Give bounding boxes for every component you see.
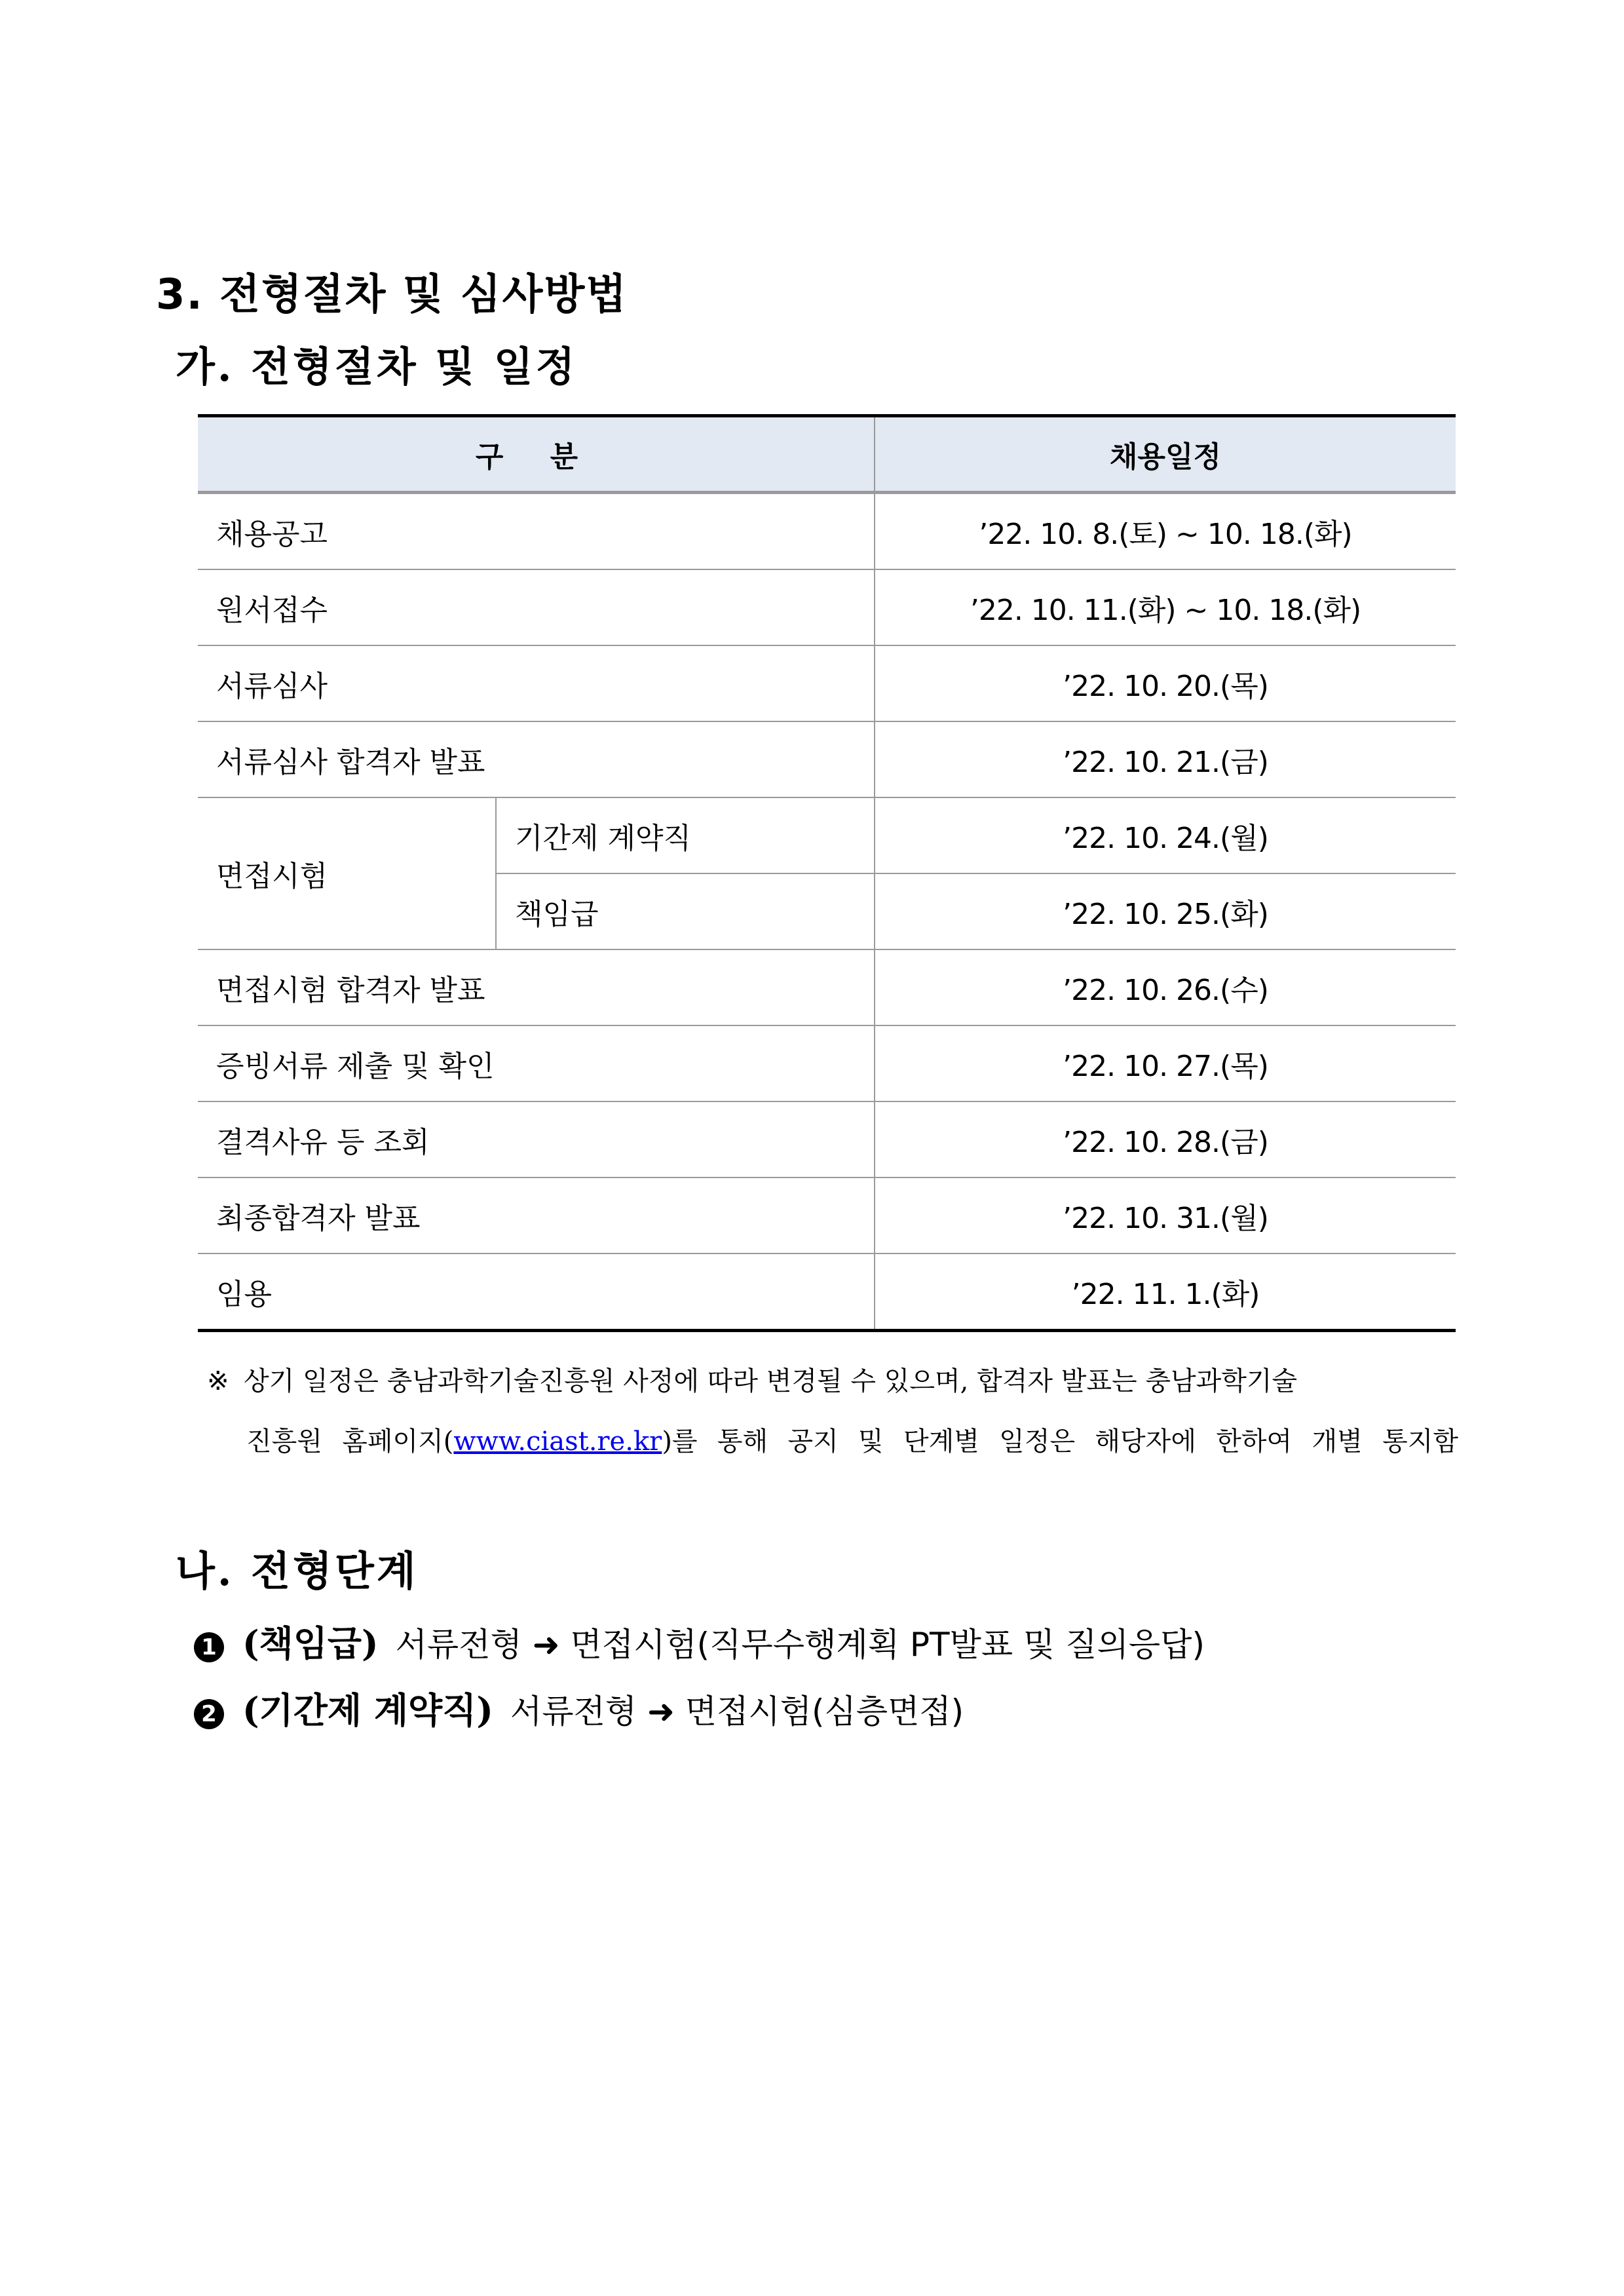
table-row bbox=[198, 1253, 1456, 1331]
row-date: ’22. 10. 20.(목) bbox=[875, 645, 1456, 721]
subsection-title-stages: 나. 전형단계 bbox=[176, 1547, 419, 1595]
number-bullet-icon: 1 bbox=[194, 1632, 224, 1662]
table-row bbox=[198, 1177, 1456, 1253]
row-label: 증빙서류 제출 및 확인 bbox=[198, 1025, 875, 1101]
stage-steps: 서류전형 ➜ 면접시험(직무수행계획 PT발표 및 질의응답) bbox=[395, 1626, 1205, 1664]
header-category: 구 분 bbox=[198, 416, 875, 493]
note-text-pre: 진흥원 홈페이지( bbox=[246, 1426, 454, 1457]
table-row bbox=[198, 493, 1456, 570]
row-date: ’22. 10. 21.(금) bbox=[875, 721, 1456, 797]
table-row bbox=[198, 1025, 1456, 1101]
table-row bbox=[198, 721, 1456, 797]
note-line-1: 상기 일정은 충남과학기술진흥원 사정에 따라 변경될 수 있으며, 합격자 발표는 충남과학기술 bbox=[244, 1366, 1298, 1396]
reference-mark: ※ bbox=[207, 1366, 229, 1396]
number-bullet-icon: 2 bbox=[194, 1699, 224, 1729]
row-date: ’22. 10. 26.(수) bbox=[875, 949, 1456, 1025]
interview-sub-label: 책임급 bbox=[496, 873, 875, 949]
stage-grade: (기간제 계약직) bbox=[242, 1689, 493, 1731]
stage-item bbox=[194, 1616, 1205, 1666]
table-row bbox=[198, 645, 1456, 721]
stage-grade: (책임급) bbox=[242, 1622, 379, 1664]
table-row bbox=[198, 797, 1456, 873]
row-label: 채용공고 bbox=[198, 493, 875, 570]
row-label: 원서접수 bbox=[198, 569, 875, 645]
row-date: ’22. 10. 31.(월) bbox=[875, 1177, 1456, 1253]
row-label: 서류심사 합격자 발표 bbox=[198, 721, 875, 797]
stage-steps: 서류전형 ➜ 면접시험(심층면접) bbox=[510, 1693, 964, 1731]
header-schedule: 채용일정 bbox=[875, 416, 1456, 493]
row-label: 면접시험 합격자 발표 bbox=[198, 949, 875, 1025]
row-label: 결격사유 등 조회 bbox=[198, 1101, 875, 1177]
row-label: 최종합격자 발표 bbox=[198, 1177, 875, 1253]
note-text-post: )를 통해 공지 및 단계별 일정은 해당자에 한하여 개별 통지함 bbox=[662, 1426, 1458, 1457]
table-row bbox=[198, 1101, 1456, 1177]
subsection-title-schedule: 가. 전형절차 및 일정 bbox=[176, 343, 578, 391]
row-label: 서류심사 bbox=[198, 645, 875, 721]
table-header-row bbox=[198, 416, 1456, 493]
row-label: 임용 bbox=[198, 1253, 875, 1331]
schedule-note bbox=[207, 1351, 1458, 1472]
row-date: ’22. 10. 25.(화) bbox=[875, 873, 1456, 949]
interview-sub-label: 기간제 계약직 bbox=[496, 797, 875, 873]
homepage-link[interactable]: www.ciast.re.kr bbox=[453, 1426, 662, 1457]
stage-item bbox=[194, 1683, 964, 1733]
row-date: ’22. 10. 8.(토) ~ 10. 18.(화) bbox=[875, 493, 1456, 570]
row-date: ’22. 11. 1.(화) bbox=[875, 1253, 1456, 1331]
table-row bbox=[198, 569, 1456, 645]
interview-label: 면접시험 bbox=[198, 797, 496, 949]
schedule-table bbox=[198, 414, 1456, 1332]
section-title: 3. 전형절차 및 심사방법 bbox=[156, 271, 628, 319]
row-date: ’22. 10. 24.(월) bbox=[875, 797, 1456, 873]
row-date: ’22. 10. 27.(목) bbox=[875, 1025, 1456, 1101]
row-date: ’22. 10. 28.(금) bbox=[875, 1101, 1456, 1177]
table-row bbox=[198, 949, 1456, 1025]
note-line-2 bbox=[207, 1411, 1458, 1472]
row-date: ’22. 10. 11.(화) ~ 10. 18.(화) bbox=[875, 569, 1456, 645]
